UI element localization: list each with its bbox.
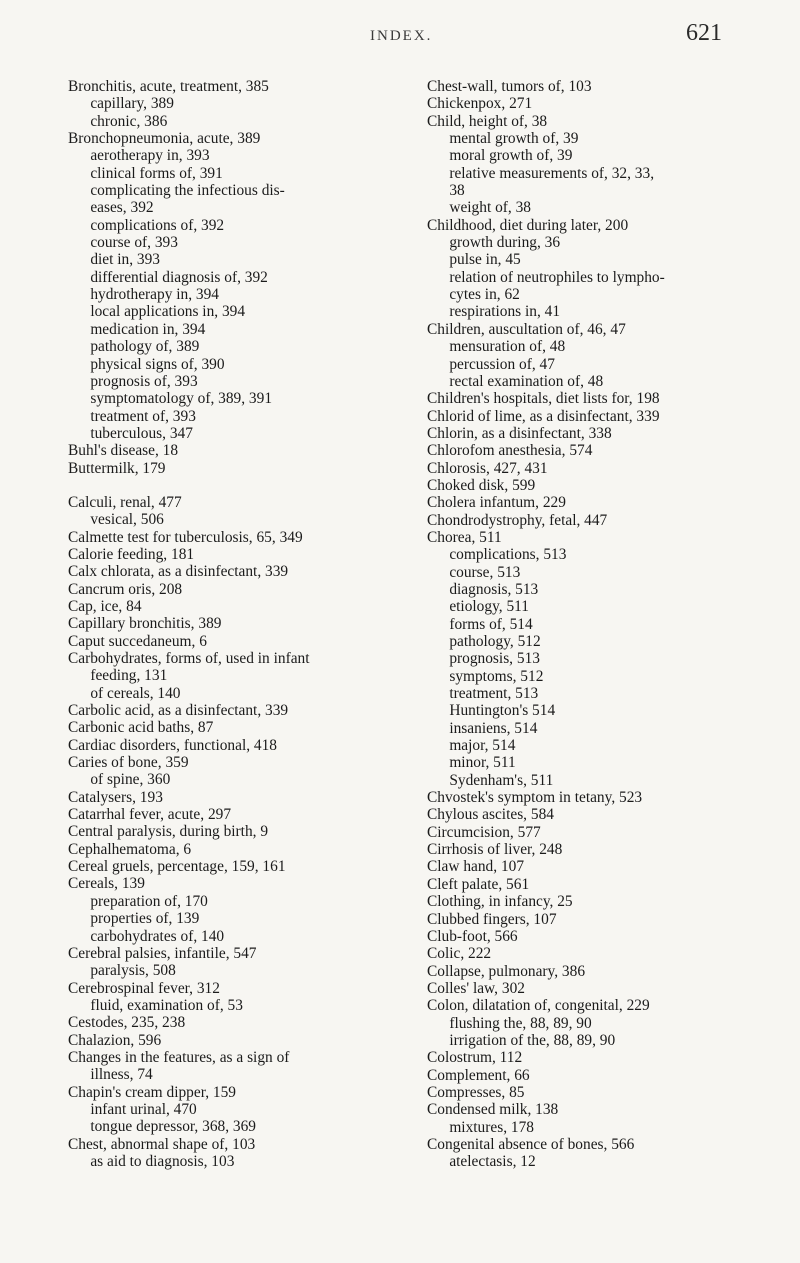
index-subentry: properties of, 139 [90,910,200,928]
index-entry: Cap, ice, 84 [68,597,142,615]
index-subentry: course, 513 [449,563,521,581]
index-entry: Calorie feeding, 181 [68,545,195,563]
index-subentry: paralysis, 508 [90,962,176,980]
index-subentry: forms of, 514 [449,615,533,633]
index-entry: Collapse, pulmonary, 386 [427,962,586,980]
index-entry: Buhl's disease, 18 [68,442,179,460]
index-entry: Cereals, 139 [68,875,145,893]
index-entry: Cereal gruels, percentage, 159, 161 [68,858,286,876]
index-entry: Central paralysis, during birth, 9 [68,823,269,841]
index-entry: Catalysers, 193 [68,788,163,806]
index-entry: Colles' law, 302 [427,979,525,997]
index-subentry: hydrotherapy in, 394 [90,286,219,304]
index-subentry: tuberculous, 347 [90,424,193,442]
index-subentry: pulse in, 45 [449,251,521,269]
index-subentry: treatment of, 393 [90,407,196,425]
index-subentry: percussion of, 47 [449,355,555,373]
index-subentry: weight of, 38 [449,199,531,217]
index-subentry: atelectasis, 12 [449,1153,536,1171]
index-entry: Child, height of, 38 [427,112,548,130]
index-entry: Circumcision, 577 [427,823,541,841]
index-entry: Carbonic acid baths, 87 [68,719,214,737]
index-entry: Clubbed fingers, 107 [427,910,557,928]
index-subentry: prognosis of, 393 [90,372,198,390]
index-entry: Catarrhal fever, acute, 297 [68,806,232,824]
index-subentry: 38 [449,182,465,200]
index-subentry: pathology, 512 [449,633,541,650]
index-subentry: Huntington's 514 [449,702,556,720]
index-entry: Colic, 222 [427,945,492,963]
index-entry: Chapin's cream dipper, 159 [68,1083,236,1101]
index-subentry: clinical forms of, 391 [90,164,223,182]
index-subentry: differential diagnosis of, 392 [90,268,268,286]
index-subentry: minor, 511 [449,754,516,772]
index-entry: Chlorosis, 427, 431 [427,459,548,477]
index-subentry: diet in, 393 [90,251,161,269]
index-subentry: rectal examination of, 48 [449,372,604,390]
index-entry: Children, auscultation of, 46, 47 [427,320,626,338]
index-subentry: growth during, 36 [449,234,561,252]
index-entry: Caries of bone, 359 [68,754,189,772]
index-entry: Clothing, in infancy, 25 [427,893,573,911]
index-subentry: irrigation of the, 88, 89, 90 [449,1031,616,1049]
index-entry: Carbolic acid, as a disinfectant, 339 [68,702,289,720]
index-subentry: symptomatology of, 389, 391 [90,390,273,408]
index-entry: Children's hospitals, diet lists for, 198 [427,390,660,408]
index-subentry: Sydenham's, 511 [449,771,554,789]
index-subentry: respirations in, 41 [449,303,561,321]
section-break [68,477,418,494]
index-entry: Carbohydrates, forms of, used in infant [68,650,310,667]
index-subentry: major, 514 [449,737,516,755]
index-entry: Cholera infantum, 229 [427,494,566,512]
index-subentry: physical signs of, 390 [90,355,225,373]
index-subentry: eases, 392 [90,199,154,217]
index-entry: Chalazion, 596 [68,1031,162,1049]
index-subentry: complications, 513 [449,546,567,564]
index-column-right [427,78,787,1171]
index-subentry: relation of neutrophiles to lympho- [449,268,665,286]
index-entry: Cardiac disorders, functional, 418 [68,736,277,754]
index-subentry: flushing the, 88, 89, 90 [449,1014,592,1032]
index-subentry: chronic, 386 [90,112,168,130]
page-header [0,20,800,50]
index-entry: Cerebrospinal fever, 312 [68,979,220,997]
index-subentry: complications of, 392 [90,216,225,234]
index-entry: Calculi, renal, 477 [68,493,182,511]
index-entry: Chorea, 511 [427,528,502,546]
index-subentry: prognosis, 513 [449,650,540,668]
index-entry: Childhood, diet during later, 200 [427,216,629,234]
index-subentry: as aid to diagnosis, 103 [90,1152,235,1170]
running-head: INDEX. [370,28,433,44]
index-subentry: illness, 74 [90,1066,153,1084]
index-entry: Chlorin, as a disinfectant, 338 [427,424,612,442]
index-subentry: tongue depressor, 368, 369 [90,1118,256,1136]
index-entry: Chylous ascites, 584 [427,806,554,824]
index-subentry: etiology, 511 [449,598,529,616]
index-subentry: mensuration of, 48 [449,338,566,356]
index-subentry: cytes in, 62 [449,286,520,304]
index-subentry: capillary, 389 [90,95,174,113]
page-number: 621 [686,20,722,46]
index-subentry: pathology of, 389 [90,338,200,356]
index-entry: Bronchitis, acute, treatment, 385 [68,78,269,95]
index-subentry: diagnosis, 513 [449,580,539,598]
index-column-left [68,78,418,1170]
index-entry: Buttermilk, 179 [68,459,166,477]
index-subentry: fluid, examination of, 53 [90,996,243,1014]
index-entry: Calmette test for tuberculosis, 65, 349 [68,528,303,546]
index-subentry: feeding, 131 [90,667,168,685]
index-entry: Capillary bronchitis, 389 [68,615,222,633]
index-entry: Cancrum oris, 208 [68,580,183,598]
index-entry: Bronchopneumonia, acute, 389 [68,130,261,148]
index-entry: Chest-wall, tumors of, 103 [427,78,592,95]
index-subentry: preparation of, 170 [90,892,208,910]
index-entry: Colostrum, 112 [427,1049,523,1067]
index-subentry: aerotherapy in, 393 [90,147,210,165]
index-entry: Congenital absence of bones, 566 [427,1135,635,1153]
index-entry: Chondrodystrophy, fetal, 447 [427,511,608,529]
index-entry: Cleft palate, 561 [427,875,530,893]
index-entry: Chvostek's symptom in tetany, 523 [427,789,643,807]
index-entry: Calx chlorata, as a disinfectant, 339 [68,563,289,581]
index-entry: Cerebral palsies, infantile, 547 [68,944,257,962]
index-entry: Claw hand, 107 [427,858,525,876]
index-entry: Chickenpox, 271 [427,95,533,113]
index-subentry: of cereals, 140 [90,684,181,702]
index-entry: Chlorid of lime, as a disinfectant, 339 [427,407,660,425]
index-subentry: symptoms, 512 [449,667,544,685]
index-entry: Condensed milk, 138 [427,1101,559,1119]
index-subentry: carbohydrates of, 140 [90,927,225,945]
index-subentry: local applications in, 394 [90,303,246,321]
index-subentry: infant urinal, 470 [90,1100,197,1118]
index-entry: Cestodes, 235, 238 [68,1014,186,1032]
index-entry: Club-foot, 566 [427,927,518,945]
index-subentry: relative measurements of, 32, 33, [449,164,655,182]
index-entry: Changes in the features, as a sign of [68,1048,290,1066]
index-subentry: vesical, 506 [90,511,164,529]
index-entry: Cirrhosis of liver, 248 [427,841,563,859]
index-subentry: treatment, 513 [449,685,539,703]
index-subentry: moral growth of, 39 [449,147,573,165]
index-entry: Compresses, 85 [427,1083,525,1101]
index-subentry: of spine, 360 [90,771,171,789]
index-subentry: course of, 393 [90,234,178,252]
index-entry: Cephalhematoma, 6 [68,840,192,858]
index-entry: Chlorofom anesthesia, 574 [427,442,593,460]
index-entry: Colon, dilatation of, congenital, 229 [427,997,650,1015]
index-subentry: mental growth of, 39 [449,130,579,148]
index-subentry: medication in, 394 [90,320,206,338]
index-subentry: mixtures, 178 [449,1118,534,1136]
index-entry: Complement, 66 [427,1066,530,1084]
index-entry: Choked disk, 599 [427,476,536,494]
index-subentry: insaniens, 514 [449,719,538,737]
index-subentry: complicating the infectious dis- [90,182,285,200]
index-entry: Caput succedaneum, 6 [68,632,207,650]
index-entry: Chest, abnormal shape of, 103 [68,1135,256,1153]
